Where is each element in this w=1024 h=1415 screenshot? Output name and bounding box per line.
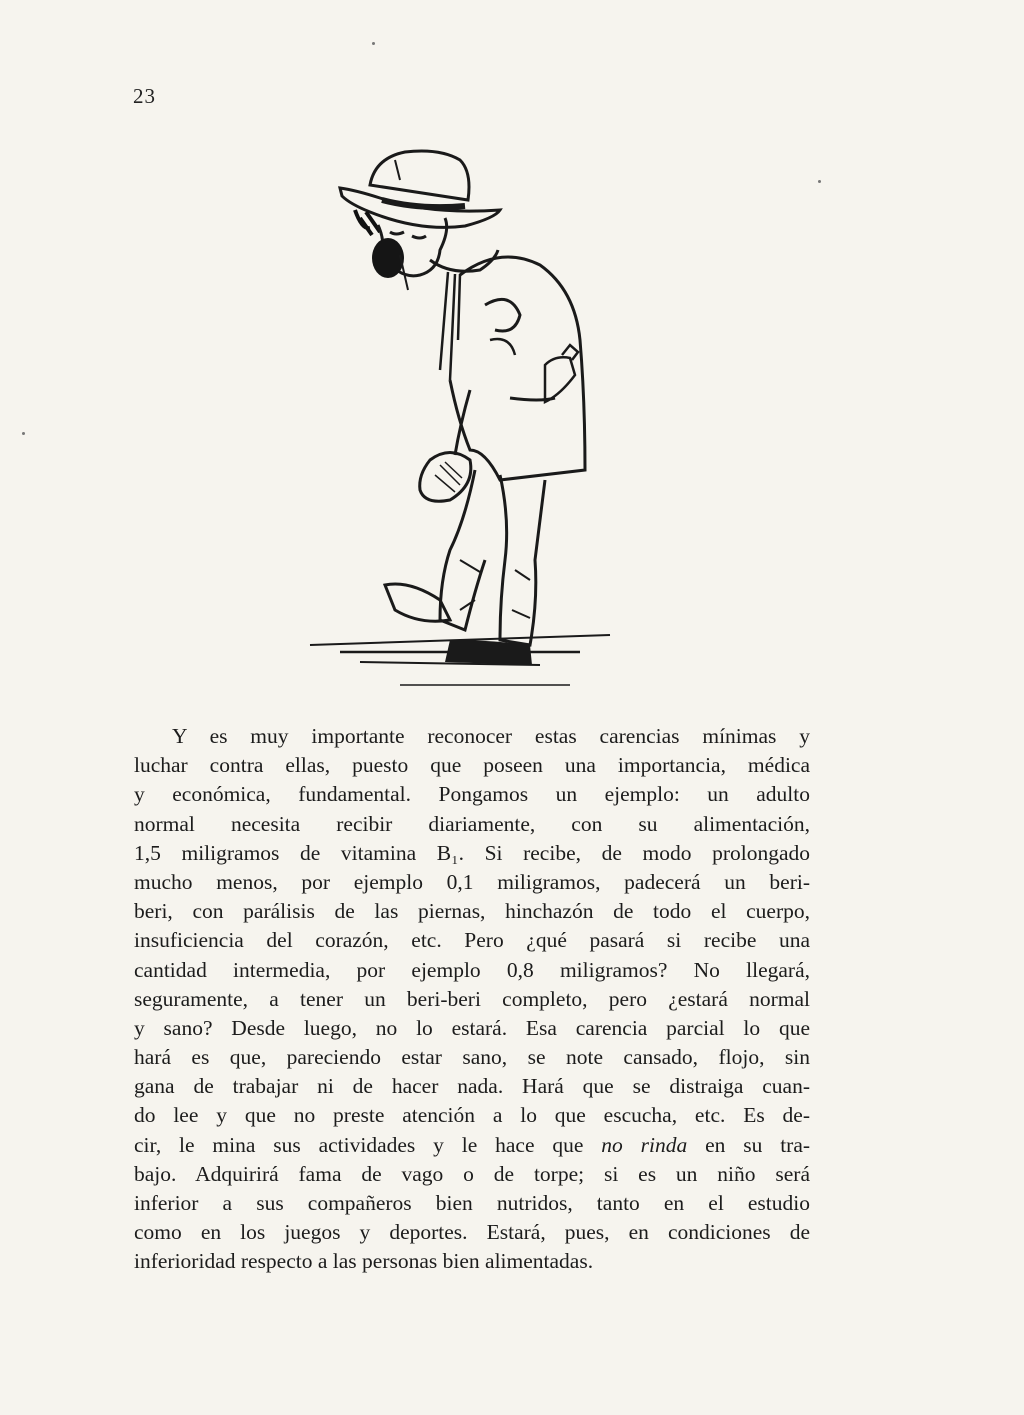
text-line: inferior a sus compañeros bien nutridos, tanto en el estudio xyxy=(134,1191,810,1215)
text-line: insuficiencia del corazón, etc. Pero ¿qué pasará si recibe una xyxy=(134,928,810,953)
text-line: seguramente, a tener un beri-beri completo, pero ¿estará normal xyxy=(134,986,810,1011)
text-line: como en los juegos y deportes. Estará, pues, en condiciones de xyxy=(134,1220,810,1245)
text-line: y sano? Desde luego, no lo estará. Esa carencia parcial lo que xyxy=(134,1015,810,1040)
text-line: do lee y que no preste atención a lo que escucha, etc. Es de- xyxy=(134,1103,810,1128)
page-number: 23 xyxy=(133,84,156,108)
text-line-with-italic xyxy=(134,1131,810,1160)
text-line: normal necesita recibir diariamente, con su alimentación, xyxy=(134,811,810,836)
text-line: gana de trabajar ni de hacer nada. Hará que se distraiga cuan- xyxy=(134,1074,810,1099)
text-line: hará es que, pareciendo estar sano, se note cansado, flojo, sin xyxy=(134,1045,810,1070)
text-line: y económica, fundamental. Pongamos un ejemplo: un adulto xyxy=(134,782,810,807)
text-line: Y es muy importante reconocer estas carencias mínimas y xyxy=(172,724,810,748)
print-speck xyxy=(372,42,375,45)
text-line: mucho menos, por ejemplo 0,1 miligramos, padecerá un beri- xyxy=(134,869,810,894)
italic-phrase: no rinda xyxy=(601,1132,688,1157)
text-segment: cir, le mina sus actividades y le hace que xyxy=(134,1132,584,1157)
text-line: inferioridad respecto a las personas bien alimentadas. xyxy=(134,1249,594,1274)
text-line: bajo. Adquirirá fama de vago o de torpe; si es un niño será xyxy=(134,1161,810,1186)
text-segment: en su tra- xyxy=(705,1132,811,1157)
text-line: cantidad intermedia, por ejemplo 0,8 miligramos? No llegará, xyxy=(134,957,810,982)
text-line: 1,5 miligramos de vitamina B₁. Si recibe, de modo prolongado xyxy=(134,840,810,865)
text-line: luchar contra ellas, puesto que poseen una importancia, médica xyxy=(134,753,810,778)
text-line: beri, con parálisis de las piernas, hinchazón de todo el cuerpo, xyxy=(134,899,810,924)
print-speck xyxy=(818,180,821,183)
print-speck xyxy=(22,432,25,435)
body-paragraph xyxy=(134,722,810,1277)
man-with-hat-cartoon-icon xyxy=(300,140,630,700)
